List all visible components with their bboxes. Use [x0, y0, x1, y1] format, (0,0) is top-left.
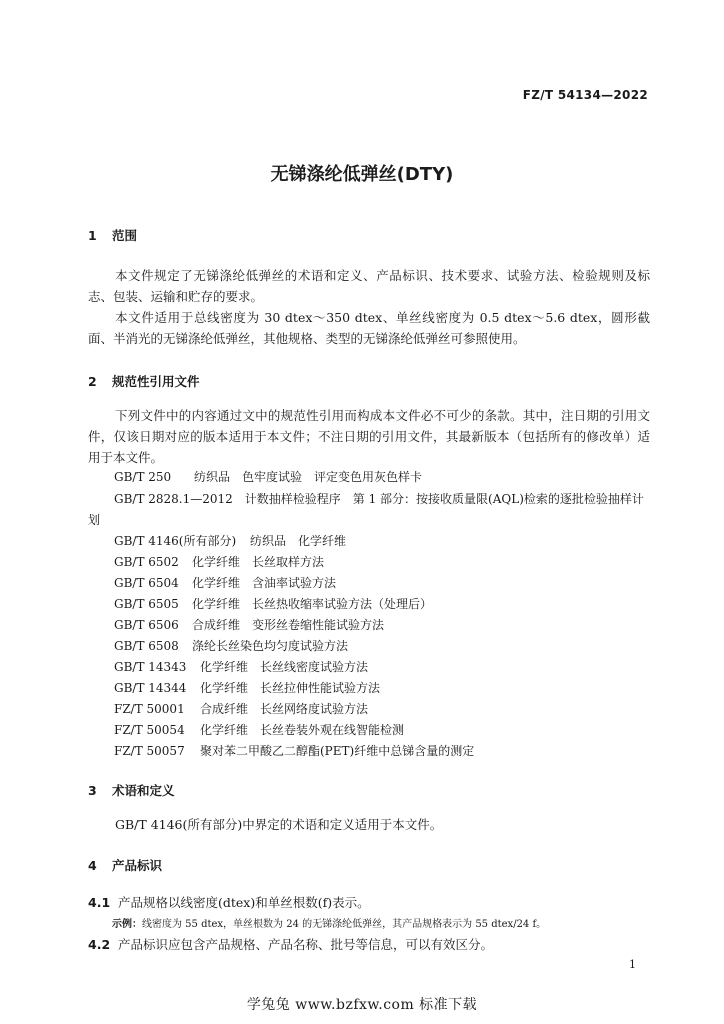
reference-code: GB/T 6508: [114, 639, 179, 653]
page-number: 1: [629, 958, 636, 971]
reference-title: 纺织品 色牢度试验 评定变色用灰色样卡: [194, 470, 423, 484]
example-label: 示例：: [112, 919, 142, 930]
reference-code: GB/T 2828.1—2012: [114, 492, 233, 506]
reference-code: GB/T 6504: [114, 576, 179, 590]
clause-number: 4.1: [88, 895, 111, 910]
section-heading-normative-references: [88, 372, 200, 390]
scope-paragraph-2: 本文件适用于总线密度为 30 dtex～350 dtex、单丝线密度为 0.5 dtex～5.6 dtex，圆形截面、半消光的无锑涤纶低弹丝，其他规格、类型的无锑涤纶低弹丝可参照使用。: [88, 310, 650, 346]
reference-title: 合成纤维 变形丝卷缩性能试验方法: [192, 618, 385, 632]
reference-code: GB/T 14343: [114, 660, 187, 674]
section-title: 规范性引用文件: [112, 374, 200, 389]
reference-code: FZ/T 50057: [114, 744, 185, 758]
example-note: [112, 915, 546, 930]
reference-item: [114, 679, 380, 696]
reference-title: 化学纤维 长丝取样方法: [192, 555, 325, 569]
references-intro: 下列文件中的内容通过文中的规范性引用而构成本文件必不可少的条款。其中，注日期的引用文件，仅该日期对应的版本适用于本文件；不注日期的引用文件，其最新版本（包括所有的修改单）适用于本文件。: [88, 408, 650, 465]
reference-code: GB/T 250: [114, 470, 172, 484]
reference-item: [114, 721, 404, 738]
reference-title: 化学纤维 长丝拉伸性能试验方法: [200, 681, 381, 695]
reference-code: GB/T 6502: [114, 555, 179, 569]
clause-number: 4.2: [88, 937, 111, 952]
reference-title: 化学纤维 含油率试验方法: [192, 576, 337, 590]
section-title: 产品标识: [112, 858, 163, 873]
section-number: 3: [88, 783, 97, 798]
standard-code: FZ/T 54134—2022: [522, 88, 648, 102]
reference-item: [114, 700, 368, 717]
reference-title: 化学纤维 长丝热收缩率试验方法（处理后）: [192, 597, 433, 611]
terms-paragraph: GB/T 4146(所有部分)中界定的术语和定义适用于本文件。: [115, 817, 443, 832]
reference-code: FZ/T 50001: [114, 702, 185, 716]
reference-title: 合成纤维 长丝网络度试验方法: [200, 702, 369, 716]
reference-item: [114, 616, 384, 633]
clause-4-1: [88, 893, 370, 911]
clause-text: 产品标识应包含产品规格、产品名称、批号等信息，可以有效区分。: [118, 937, 494, 952]
scope-paragraph-1: 本文件规定了无锑涤纶低弹丝的术语和定义、产品标识、技术要求、试验方法、检验规则及标志、包装、运输和贮存的要求。: [88, 268, 650, 304]
reference-item: [114, 658, 368, 675]
example-text: 线密度为 55 dtex，单丝根数为 24 的无锑涤纶低弹丝，其产品规格表示为 55 dtex/24 f。: [142, 919, 547, 930]
section-title: 范围: [112, 228, 138, 243]
reference-item: [114, 574, 336, 591]
section-heading-scope: [88, 226, 137, 244]
reference-code: GB/T 4146(所有部分): [114, 534, 237, 548]
reference-item: [114, 553, 324, 570]
clause-text: 产品规格以线密度(dtex)和单丝根数(f)表示。: [118, 895, 370, 910]
clause-4-2: [88, 935, 493, 953]
reference-title: 纺织品 化学纤维: [250, 534, 347, 548]
reference-item: [114, 532, 346, 549]
reference-item: [114, 637, 348, 654]
section-title: 术语和定义: [112, 783, 175, 798]
reference-code: GB/T 14344: [114, 681, 187, 695]
reference-title: 涤纶长丝染色均匀度试验方法: [192, 639, 349, 653]
reference-title: 化学纤维 长丝卷装外观在线智能检测: [200, 723, 405, 737]
reference-title: 计数抽样检验程序 第 1 部分：按接收质量限(AQL)检索的逐批检验抽样计划: [88, 492, 644, 527]
document-title: 无锑涤纶低弹丝(DTY): [270, 164, 454, 185]
reference-title: 化学纤维 长丝线密度试验方法: [200, 660, 369, 674]
section-heading-terms: [88, 781, 175, 799]
section-heading-product-identification: [88, 856, 162, 874]
section-number: 1: [88, 228, 97, 243]
reference-title: 聚对苯二甲酸乙二醇酯(PET)纤维中总锑含量的测定: [200, 744, 475, 758]
section-number: 4: [88, 858, 97, 873]
reference-code: GB/T 6505: [114, 597, 179, 611]
reference-code: GB/T 6506: [114, 618, 179, 632]
reference-item: [88, 489, 650, 531]
reference-item: [114, 742, 474, 759]
footer-watermark-text: 学兔兔 www.bzfxw.com 标准下载: [246, 997, 478, 1013]
reference-item: [114, 468, 422, 485]
reference-item: [114, 595, 432, 612]
reference-code: FZ/T 50054: [114, 723, 185, 737]
section-number: 2: [88, 374, 97, 389]
